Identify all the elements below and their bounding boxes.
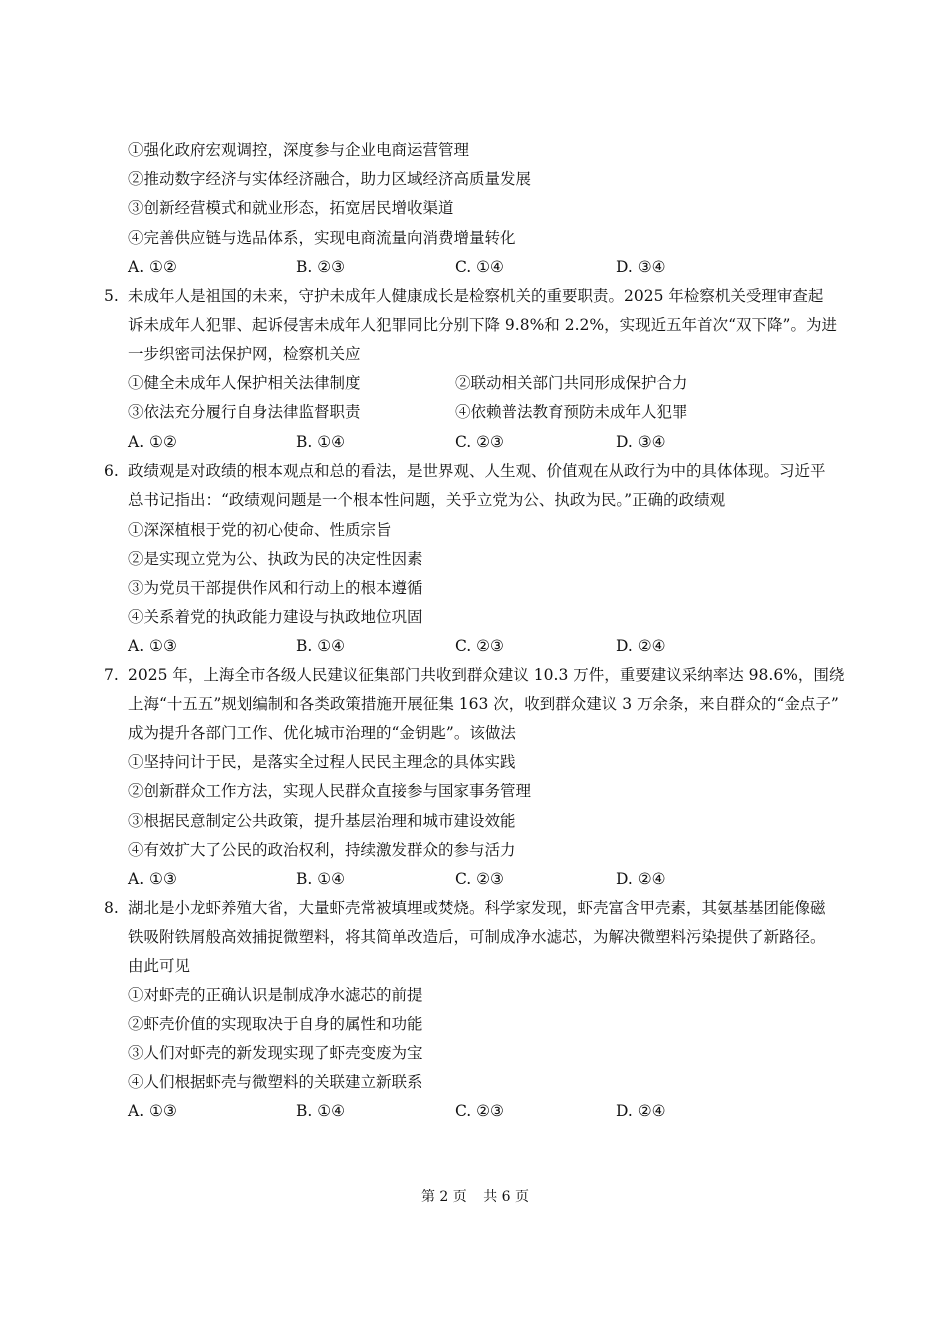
q4-choice-a: A. ①② (128, 258, 177, 276)
q5-stem-1: 未成年人是祖国的未来，守护未成年人健康成长是检察机关的重要职责。2025 年检察机关受理审查起 (128, 287, 824, 305)
q6-stem-2: 总书记指出：“政绩观问题是一个根本性问题，关乎立党为公、执政为民。”正确的政绩观 (128, 491, 726, 509)
q6-choice-c: C. ②③ (455, 637, 504, 655)
q8-choice-a: A. ①③ (128, 1102, 177, 1120)
q5-stem-2: 诉未成年人犯罪、起诉侵害未成年人犯罪同比分别下降 9.8%和 2.2%，实现近五年首次“双下降”。为进 (128, 316, 837, 334)
page-total: 共 6 页 (483, 1189, 530, 1205)
q5-item-4: ④依赖普法教育预防未成年人犯罪 (455, 403, 688, 421)
q8-stem-3: 由此可见 (128, 957, 191, 975)
q6-choice-b: B. ①④ (296, 637, 346, 655)
q7-choice-c: C. ②③ (455, 870, 504, 888)
q6-stem-1: 政绩观是对政绩的根本观点和总的看法，是世界观、人生观、价值观在从政行为中的具体体现。习近平 (128, 462, 826, 480)
q7-choice-a: A. ①③ (128, 870, 177, 888)
q5-choice-a: A. ①② (128, 433, 177, 451)
q6-choice-d: D. ②④ (616, 637, 666, 655)
q7-item-2: ②创新群众工作方法，实现人民群众直接参与国家事务管理 (128, 782, 532, 800)
q8-choice-c: C. ②③ (455, 1102, 504, 1120)
q6-item-4: ④关系着党的执政能力建设与执政地位巩固 (128, 608, 423, 626)
q4-item-4: ④完善供应链与选品体系，实现电商流量向消费增量转化 (128, 229, 516, 247)
page-number: 第 2 页 (420, 1189, 467, 1205)
q8-item-3: ③人们对虾壳的新发现实现了虾壳变废为宝 (128, 1044, 423, 1062)
q5-item-3: ③依法充分履行自身法律监督职责 (128, 403, 361, 421)
q5-stem-3: 一步织密司法保护网，检察机关应 (128, 345, 361, 363)
q7-number: 7. (104, 666, 119, 684)
q7-item-4: ④有效扩大了公民的政治权利，持续激发群众的参与活力 (128, 841, 516, 859)
q6-choice-a: A. ①③ (128, 637, 177, 655)
q6-number: 6. (104, 462, 119, 480)
q7-stem-3: 成为提升各部门工作、优化城市治理的“金钥匙”。该做法 (128, 724, 516, 742)
q5-number: 5. (104, 287, 119, 305)
q8-choice-d: D. ②④ (616, 1102, 666, 1120)
q6-item-1: ①深深植根于党的初心使命、性质宗旨 (128, 521, 392, 539)
q4-choice-b: B. ②③ (296, 258, 346, 276)
q7-choice-d: D. ②④ (616, 870, 666, 888)
q6-item-3: ③为党员干部提供作风和行动上的根本遵循 (128, 579, 423, 597)
q4-item-2: ②推动数字经济与实体经济融合，助力区域经济高质量发展 (128, 170, 532, 188)
q5-item-1: ①健全未成年人保护相关法律制度 (128, 374, 361, 392)
q7-stem-1: 2025 年，上海全市各级人民建议征集部门共收到群众建议 10.3 万件，重要建议采纳率达 98.6%，围绕 (128, 666, 845, 684)
q4-item-3: ③创新经营模式和就业形态，拓宽居民增收渠道 (128, 199, 454, 217)
q4-choice-c: C. ①④ (455, 258, 504, 276)
q8-number: 8. (104, 899, 119, 917)
q4-item-1: ①强化政府宏观调控，深度参与企业电商运营管理 (128, 141, 470, 159)
q6-item-2: ②是实现立党为公、执政为民的决定性因素 (128, 550, 423, 568)
q7-choice-b: B. ①④ (296, 870, 346, 888)
q7-stem-2: 上海“十五五”规划编制和各类政策措施开展征集 163 次，收到群众建议 3 万余条，来自群众的“金点子” (128, 695, 839, 713)
q4-choice-d: D. ③④ (616, 258, 666, 276)
q5-choice-b: B. ①④ (296, 433, 346, 451)
q7-item-3: ③根据民意制定公共政策，提升基层治理和城市建设效能 (128, 812, 516, 830)
q8-stem-1: 湖北是小龙虾养殖大省，大量虾壳常被填埋或焚烧。科学家发现，虾壳富含甲壳素，其氨基基团能像磁 (128, 899, 826, 917)
q5-choice-c: C. ②③ (455, 433, 504, 451)
q7-item-1: ①坚持问计于民，是落实全过程人民民主理念的具体实践 (128, 753, 516, 771)
q8-item-1: ①对虾壳的正确认识是制成净水滤芯的前提 (128, 986, 423, 1004)
page-footer (0, 1188, 950, 1206)
q8-stem-2: 铁吸附铁屑般高效捕捉微塑料，将其简单改造后，可制成净水滤芯，为解决微塑料污染提供了新路径。 (128, 928, 826, 946)
q5-item-2: ②联动相关部门共同形成保护合力 (455, 374, 688, 392)
q8-item-4: ④人们根据虾壳与微塑料的关联建立新联系 (128, 1073, 423, 1091)
q5-choice-d: D. ③④ (616, 433, 666, 451)
q8-choice-b: B. ①④ (296, 1102, 346, 1120)
q8-item-2: ②虾壳价值的实现取决于自身的属性和功能 (128, 1015, 423, 1033)
